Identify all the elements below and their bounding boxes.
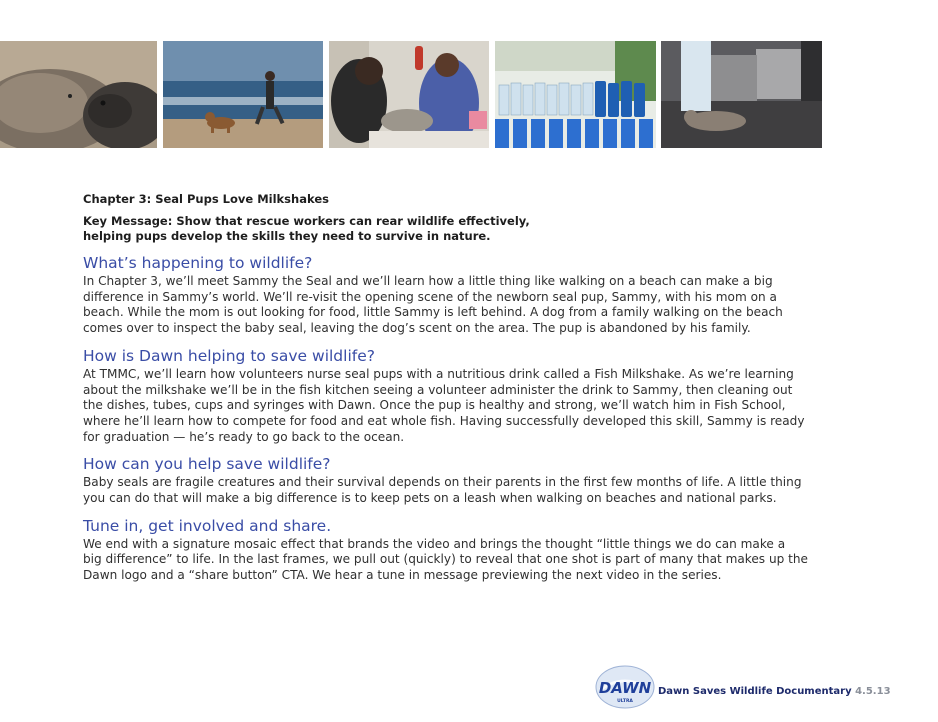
chapter-title: Chapter 3: Seal Pups Love Milkshakes <box>83 192 329 206</box>
body-line: the dishes, tubes, cups and syringes with Dawn. Once the pup is healthy and strong, we’ll watch him in Fish School, <box>83 398 786 413</box>
dawn-bottles-photo <box>495 41 656 148</box>
body-line: big difference” to life. In the last frames, we pull out (quickly) to reveal that one shot is part of many that makes up the <box>83 552 808 567</box>
body-line: beach. While the mom is out looking for food, little Sammy is left behind. A dog from a family walking on the beach <box>83 305 783 320</box>
section-body <box>83 475 863 506</box>
section-body <box>83 537 863 584</box>
logo-subtext: ULTRA <box>617 699 633 704</box>
key-message-line: Key Message: Show that rescue workers can rear wildlife effectively, <box>83 214 530 228</box>
footer-series-bold: Dawn Saves Wildlife <box>658 686 773 697</box>
logo-text: DAWN <box>598 679 652 697</box>
elephant-seals-photo <box>0 41 157 148</box>
key-message <box>83 214 863 244</box>
key-message-line: helping pups develop the skills they need to survive in nature. <box>83 229 491 243</box>
body-line: you can do that will make a big difference is to keep pets on a leash when walking on beaches and national parks. <box>83 491 777 506</box>
body-line: where he’ll learn how to compete for food and eat whole fish. Having successfully developed this skill, Sammy is ready <box>83 413 805 428</box>
dawn-logo <box>594 664 656 710</box>
section-body <box>83 367 863 446</box>
section-whats-happening <box>83 254 863 337</box>
body-line: for graduation — he’s ready to go back to the ocean. <box>83 429 405 444</box>
footer-series-rest: Documentary <box>772 686 856 697</box>
footer <box>594 664 914 714</box>
section-heading: How is Dawn helping to save wildlife? <box>83 346 375 365</box>
body-line: Baby seals are fragile creatures and their survival depends on their parents in the first few months of life. A little thing <box>83 475 802 490</box>
footer-title <box>658 686 891 697</box>
section-heading: How can you help save wildlife? <box>83 455 331 474</box>
body-line: Dawn logo and a “share button” CTA. We hear a tune in message previewing the next video in the series. <box>83 568 722 583</box>
dog-on-beach-photo <box>163 41 323 148</box>
section-body <box>83 274 863 337</box>
section-tune-in <box>83 517 863 584</box>
chapter-content <box>83 192 863 594</box>
seal-release-photo <box>661 41 822 148</box>
body-line: difference in Sammy’s world. We’ll re-visit the opening scene of the newborn seal pup, Sammy, with his mom on a <box>83 289 777 304</box>
body-line: At TMMC, we’ll learn how volunteers nurse seal pups with a nutritious drink called a Fish Milkshake. As we’re learning <box>83 366 794 381</box>
footer-date: 4.5.13 <box>855 686 891 697</box>
volunteers-with-seal-photo <box>329 41 489 148</box>
section-you-help <box>83 455 863 506</box>
section-heading: What’s happening to wildlife? <box>83 254 313 272</box>
section-dawn-helping <box>83 347 863 446</box>
body-line: We end with a signature mosaic effect that brands the video and brings the thought “little things we do can make a <box>83 536 786 551</box>
body-line: comes over to inspect the baby seal, leaving the dog’s scent on the area. The pup is abandoned by his family. <box>83 321 751 336</box>
body-line: In Chapter 3, we’ll meet Sammy the Seal and we’ll learn how a little thing like walking on a beach can make a big <box>83 274 773 288</box>
section-heading: Tune in, get involved and share. <box>83 516 332 535</box>
body-line: about the milkshake we’ll be in the fish kitchen seeing a volunteer administer the drink to Sammy, then cleaning out <box>83 382 793 397</box>
